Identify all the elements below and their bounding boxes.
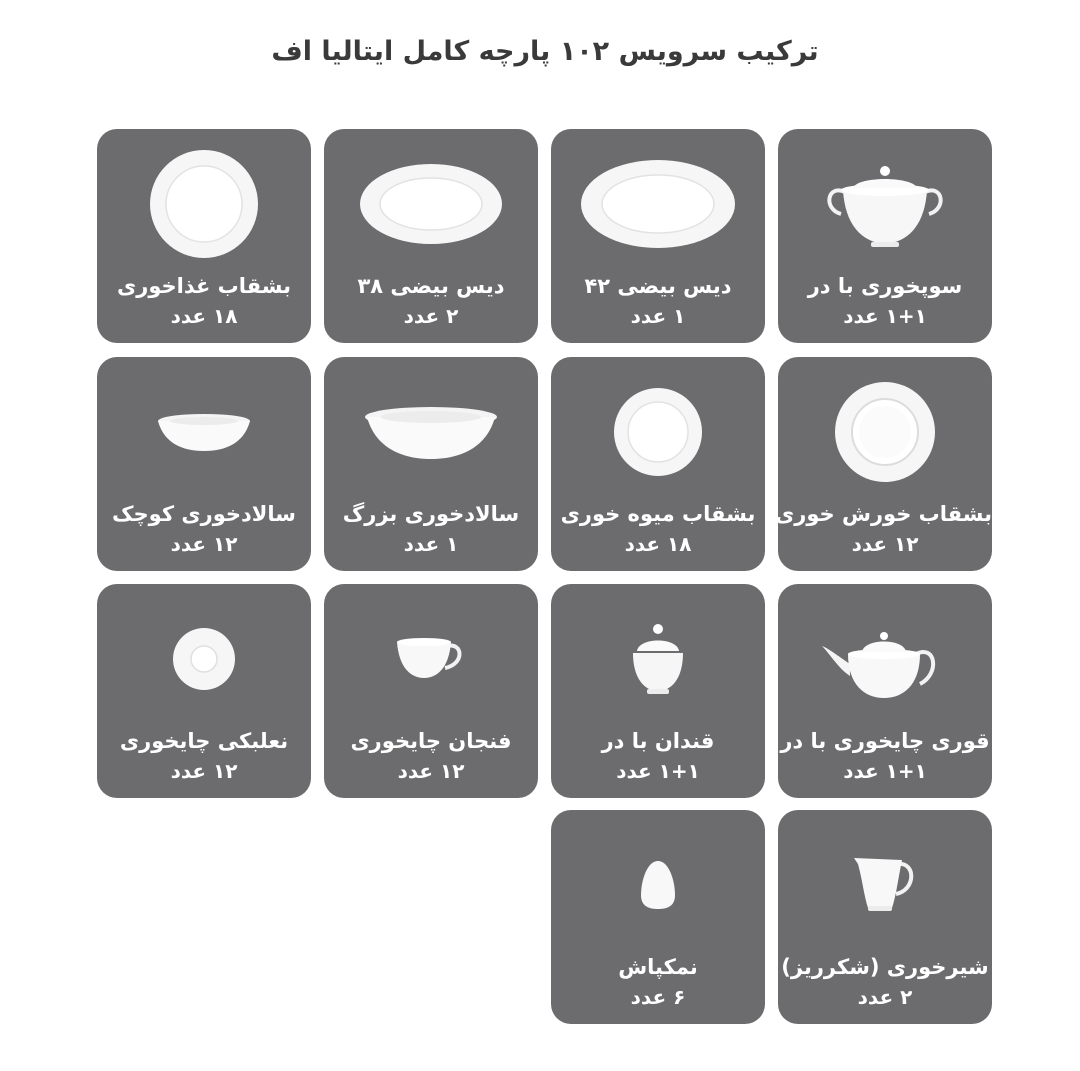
- item-count: ۱۲ عدد: [397, 759, 465, 783]
- item-count: ۱ عدد: [630, 304, 686, 328]
- item-name: بشقاب میوه خوری: [560, 502, 756, 526]
- dinner-plate-icon: [97, 141, 311, 267]
- oval-platter-medium-icon: [324, 141, 538, 267]
- teacup-icon: [324, 596, 538, 722]
- item-card-dinner-plate: [97, 129, 311, 343]
- item-card-milk-jug: [778, 810, 992, 1024]
- item-count: ۱۲ عدد: [170, 759, 238, 783]
- item-name: بشقاب خورش خوری: [775, 502, 992, 526]
- item-name: شیرخوری (شکرریز): [781, 955, 989, 979]
- item-name: سالادخوری کوچک: [112, 502, 296, 526]
- item-card-small-salad-bowl: [97, 357, 311, 571]
- item-card-soup-tureen: [778, 129, 992, 343]
- large-salad-bowl-icon: [324, 369, 538, 495]
- item-name: قوری چایخوری با در: [780, 729, 990, 753]
- milk-jug-icon: [778, 822, 992, 948]
- item-card-sugar-bowl: [551, 584, 765, 798]
- item-count: ۱۸ عدد: [624, 532, 692, 556]
- oval-platter-large-icon: [551, 141, 765, 267]
- item-count: ۱+۱ عدد: [843, 304, 927, 328]
- item-card-oval-platter-38: [324, 129, 538, 343]
- item-count: ۱۲ عدد: [851, 532, 919, 556]
- item-card-deep-plate: [775, 357, 992, 571]
- item-card-teacup: [324, 584, 538, 798]
- fruit-plate-icon: [551, 369, 765, 495]
- teapot-icon: [778, 596, 992, 722]
- item-count: ۱+۱ عدد: [843, 759, 927, 783]
- item-name: بشقاب غذاخوری: [117, 274, 291, 298]
- item-count: ۱ عدد: [403, 532, 459, 556]
- item-card-saucer: [97, 584, 311, 798]
- item-card-oval-platter-42: [551, 129, 765, 343]
- item-name: نعلبکی چایخوری: [119, 729, 289, 753]
- item-card-large-salad-bowl: [324, 357, 538, 571]
- item-card-teapot: [778, 584, 992, 798]
- item-name: سالادخوری بزرگ: [342, 502, 520, 526]
- small-salad-bowl-icon: [97, 369, 311, 495]
- item-name: دیس بیضی ۳۸: [357, 274, 505, 298]
- item-count: ۶ عدد: [630, 985, 686, 1009]
- item-count: ۲ عدد: [403, 304, 459, 328]
- saucer-icon: [97, 596, 311, 722]
- item-count: ۲ عدد: [857, 985, 913, 1009]
- soup-tureen-icon: [778, 141, 992, 267]
- item-count: ۱۲ عدد: [170, 532, 238, 556]
- item-name: سوپخوری با در: [807, 274, 963, 298]
- page-title: ترکیب سرویس ۱۰۲ پارچه کامل ایتالیا اف: [271, 36, 819, 67]
- item-count: ۱+۱ عدد: [616, 759, 700, 783]
- item-name: نمکپاش: [618, 955, 698, 979]
- item-name: قندان با در: [601, 729, 715, 753]
- item-name: فنجان چایخوری: [350, 729, 512, 753]
- deep-plate-icon: [778, 369, 992, 495]
- item-name: دیس بیضی ۴۲: [584, 274, 732, 298]
- salt-shaker-icon: [551, 822, 765, 948]
- sugar-bowl-icon: [551, 596, 765, 722]
- item-count: ۱۸ عدد: [170, 304, 238, 328]
- item-card-salt-shaker: [551, 810, 765, 1024]
- item-card-fruit-plate: [551, 357, 765, 571]
